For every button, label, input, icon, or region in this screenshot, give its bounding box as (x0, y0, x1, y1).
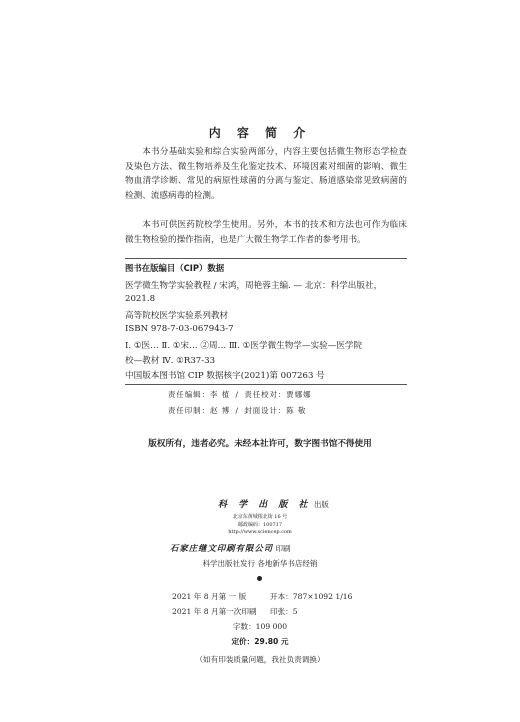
credits-row-2: 责任印制：赵 博 / 封面设计：陈 敬 (168, 406, 307, 415)
separator-dot (257, 576, 262, 581)
proofreader-label: 责任校对： (244, 390, 287, 399)
print-manager-label: 责任印制： (168, 406, 210, 415)
cip-record: 中国版本图书馆 CIP 数据核字(2021)第 007263 号 (125, 371, 325, 381)
print-manager-name: 赵 博 (209, 406, 231, 415)
cip-isbn: ISBN 978-7-03-067943-7 (125, 324, 234, 334)
publisher-action: 出版 (313, 500, 329, 509)
cip-line-5: Ⅰ. ①医… Ⅱ. ①宋… ②周… Ⅲ. ①医学微生物学—实验—医学院 (125, 341, 363, 351)
cover-designer-label: 封面设计： (244, 406, 287, 415)
cip-line-6: 校—教材 Ⅳ. ①R37-33 (125, 356, 216, 366)
sheets-info: 印张：5 (270, 607, 298, 616)
edition-info: 2021 年 8 月第 一 版 (172, 592, 247, 601)
summary-paragraph-2: 本书可供医药院校学生使用。另外，本书的技术和方法也可作为临床微生物检验的操作指南，也是广大微生物学工作者的参考用书。 (125, 220, 407, 245)
summary-paragraph-1: 本书分基础实验和综合实验两部分，内容主要包括微生物形态学检查及染色方法、微生物培养及生化鉴定技术、环境因素对细菌的影响、微生物血清学诊断、常见的病原性球菌的分离与鉴定、肠道感染常见致病菌的检测、流感病毒的检测。 (125, 147, 407, 201)
cip-heading: 图书在版编目（CIP）数据 (125, 263, 225, 273)
cip-top-rule (125, 258, 407, 259)
publisher-website: http://www.sciencep.com (228, 529, 292, 535)
printer-action: 印刷 (275, 544, 291, 553)
cip-line-3: 高等院校医学实验系列教材 (125, 311, 229, 321)
editor-name: 李 植 (209, 390, 231, 399)
quality-note: （如有印装质量问题，我社负责调换） (195, 655, 325, 664)
publisher-address: 北京东黄城根北街 16 号 (232, 514, 288, 520)
format-info: 开本：787×1092 1/16 (270, 592, 353, 601)
printer-line (170, 542, 291, 554)
distribution-line: 科学出版社发行 各地新华书店经销 (202, 559, 318, 568)
summary-title: 内 容 简 介 (208, 126, 312, 140)
proofreader-name: 贾娜娜 (286, 390, 312, 399)
cover-designer-name: 陈 敬 (286, 406, 307, 415)
word-count: 字数：109 000 (232, 622, 288, 631)
printing-info: 2021 年 8 月第一次印刷 (172, 607, 257, 616)
cip-line-2: 2021.8 (125, 294, 156, 304)
editor-label: 责任编辑： (168, 390, 210, 399)
price: 定价：29.80 元 (231, 637, 289, 646)
rights-notice: 版权所有，违者必究。未经本社许可，数字图书馆不得使用 (148, 439, 372, 449)
publisher-line (218, 497, 329, 510)
cip-line-1: 医学微生物学实验教程 / 宋鸿，周艳蓉主编. — 北京：科学出版社， (125, 281, 383, 291)
publisher-logo: 科 学 出 版 社 (218, 500, 312, 510)
printer-logo: 石家庄继文印刷有限公司 (170, 543, 274, 553)
cip-bottom-rule (125, 384, 407, 385)
publisher-postcode: 邮政编码：100717 (237, 522, 283, 528)
credits-row-1: 责任编辑：李 植 / 责任校对：贾娜娜 (168, 390, 312, 399)
